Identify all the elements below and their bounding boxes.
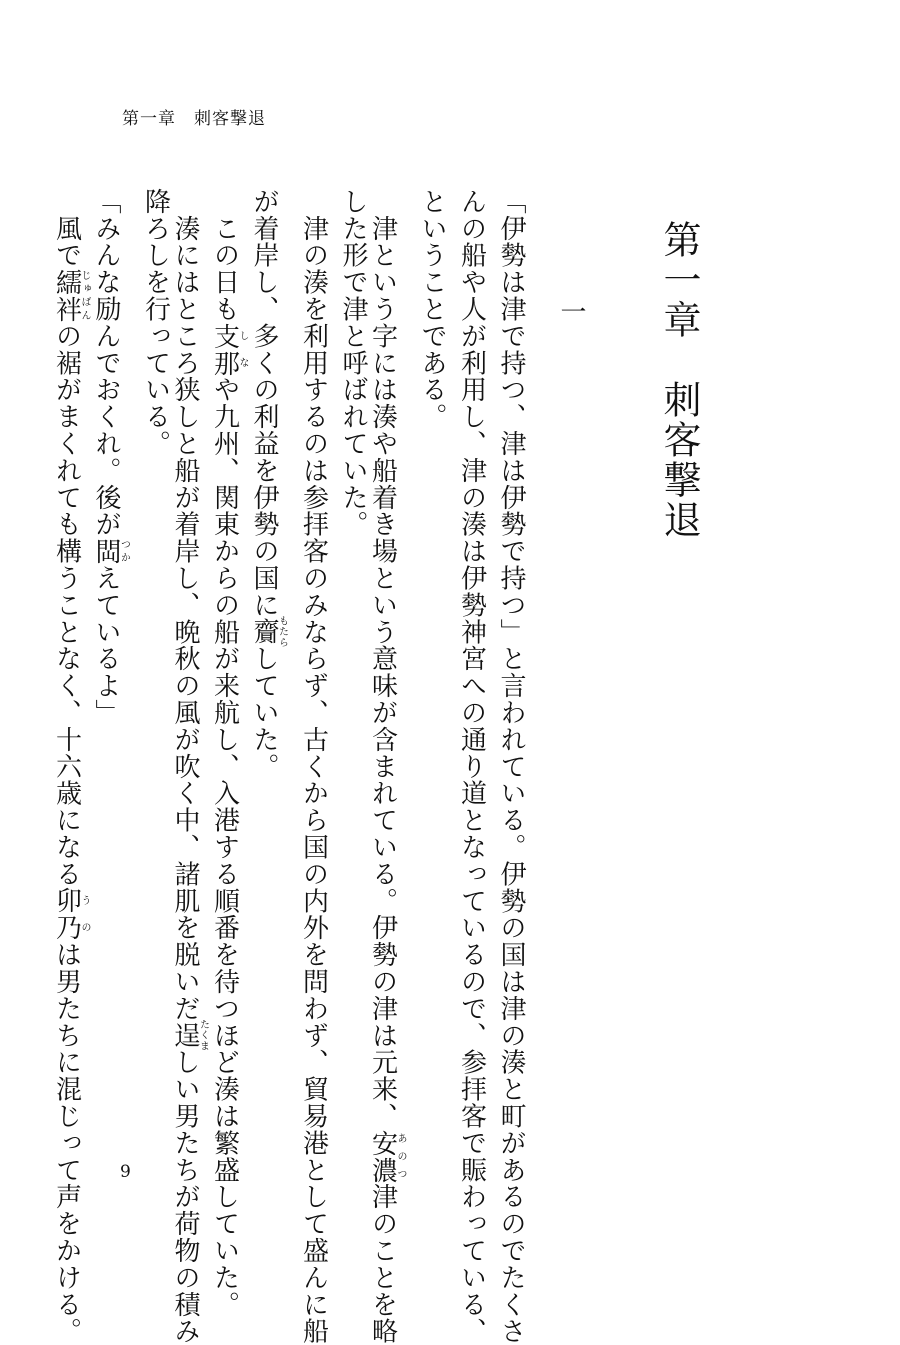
ruby-base: 齎 (249, 615, 279, 649)
section-number: 一 (556, 298, 586, 324)
ruby-base: 繻袢 (51, 268, 82, 323)
ruby-annotation (51, 887, 90, 942)
ruby-reading: うの (79, 887, 90, 942)
body-line-9: 湊にはところ狭しと船が着岸し、晩秋の風が吹く中、諸肌を脱いだ逞たくましい男たちが荷物の積み (170, 188, 209, 1345)
ruby-reading: しな (237, 322, 248, 377)
body-line-2: んの船や人が利用し、津の湊は伊勢神宮への通り道となっているので、参拝客で賑わっている、 (456, 188, 487, 1345)
ruby-reading: たくま (197, 1019, 209, 1052)
ruby-reading: つか (118, 537, 130, 565)
ruby-annotation (51, 268, 90, 323)
running-head: 第一章 刺客撃退 (122, 109, 266, 129)
body-line-5: した形で津と呼ばれていた。 (338, 188, 368, 538)
ruby-annotation (91, 537, 130, 565)
body-line-12: 風で繻袢じゅばんの裾がまくれても構うことなく、十六歳になる卯乃うのは男たちに混じって声をかける。 (51, 188, 90, 1345)
ruby-annotation (209, 322, 248, 377)
chapter-title: 第一章 刺客撃退 (657, 220, 701, 540)
ruby-base: 逞 (170, 1019, 200, 1052)
body-line-6: 津の湊を利用するのは参拝客のみならず、古くから国の内外を問わず、貿易港として盛んに船 (298, 188, 329, 1345)
ruby-reading: あのつ (395, 1129, 406, 1184)
page-number: 9 (120, 1162, 131, 1182)
ruby-annotation (170, 1019, 209, 1052)
body-line-8: この日も支那しなや九州、関東からの船が来航し、入港する順番を待つほど湊は繁盛していた。 (209, 188, 248, 1318)
body-line-1: 「伊勢は津で持つ、津は伊勢で持つ」と言われている。伊勢の国は津の湊と町があるのでたくさ (496, 188, 526, 1345)
ruby-base: 閊 (91, 537, 121, 565)
ruby-base: 卯乃 (51, 887, 82, 942)
ruby-reading: もたら (276, 615, 288, 649)
body-line-4: 津という字には湊や船着き場という意味が含まれている。伊勢の津は元来、安濃あのつ津のことを略 (367, 188, 406, 1345)
ruby-reading: じゅばん (79, 268, 90, 323)
ruby-base: 安濃 (367, 1129, 398, 1184)
body-line-10: 降ろしを行っている。 (140, 188, 171, 457)
body-line-3: ということである。 (417, 188, 447, 431)
ruby-annotation (249, 615, 288, 649)
ruby-base: 支那 (209, 322, 240, 377)
body-line-7: が着岸し、多くの利益を伊勢の国に齎もたらしていた。 (249, 188, 288, 780)
ruby-annotation (367, 1129, 406, 1184)
body-line-11: 「みんな励んでおくれ。後が閊つかえているよ」 (91, 188, 130, 727)
